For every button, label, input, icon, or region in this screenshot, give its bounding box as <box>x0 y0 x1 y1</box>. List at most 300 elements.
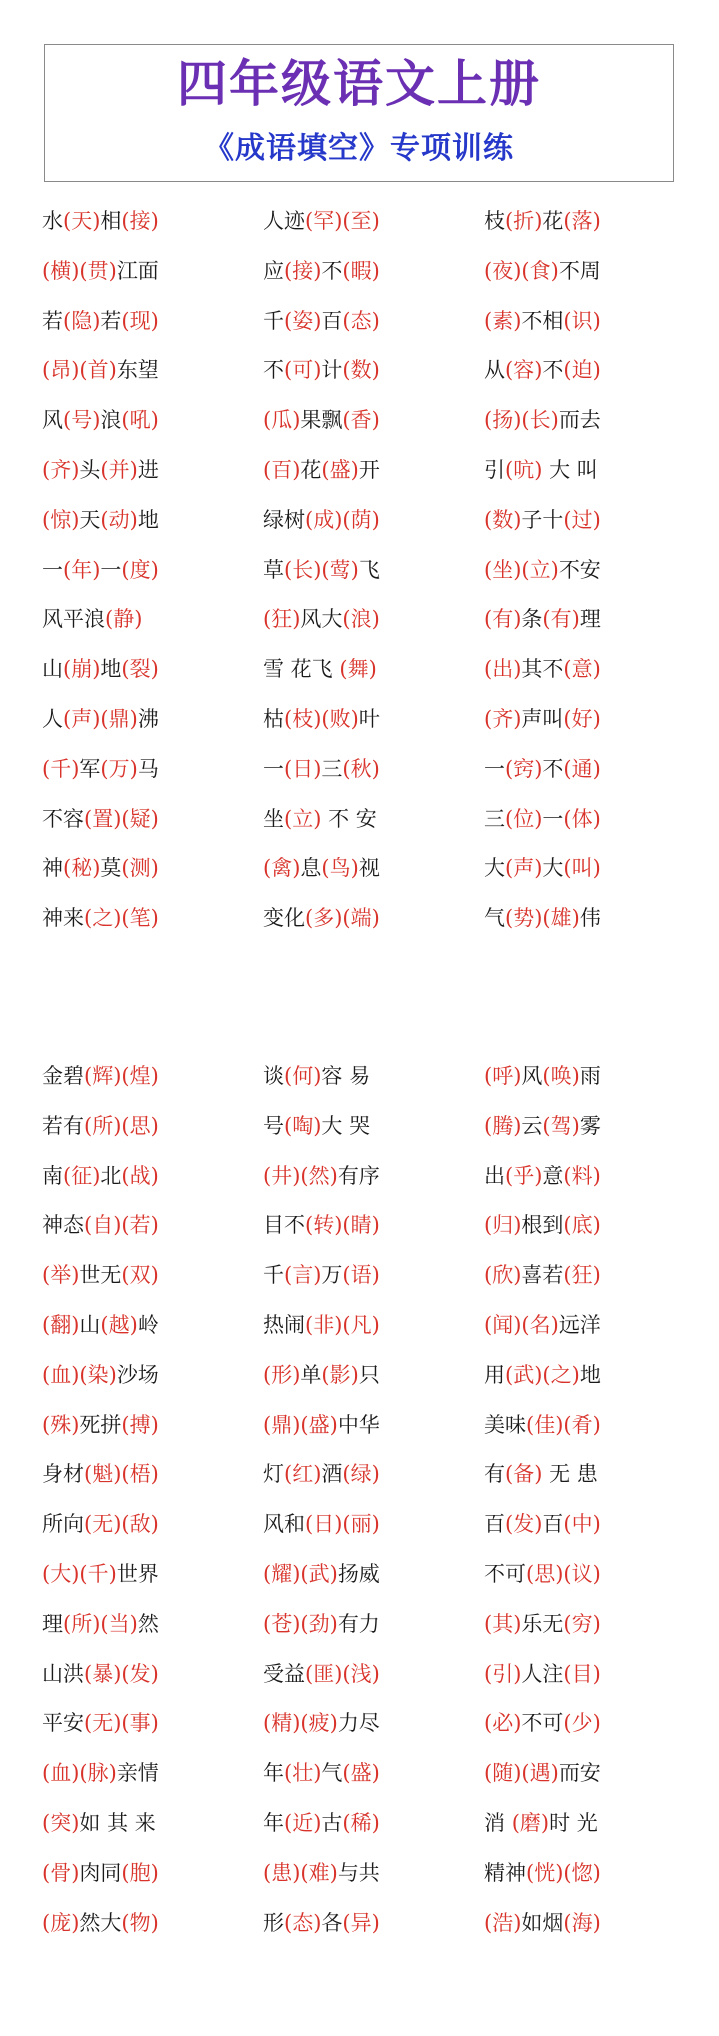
answer-char: 绿 <box>350 1462 372 1487</box>
answer-char: 浅 <box>350 1661 372 1686</box>
answer-char: 凡 <box>350 1312 372 1337</box>
answer-char: 啕 <box>292 1113 314 1138</box>
idiom-cell: (患)(难)与共 <box>263 1860 380 1885</box>
idiom-cell: 神(秘)莫(测) <box>42 856 159 881</box>
answer-char: 态 <box>350 308 372 333</box>
answer-char: 底 <box>571 1213 593 1238</box>
idiom-section-2 <box>0 1052 719 1948</box>
page-subtitle: 《成语填空》专项训练 <box>204 131 514 166</box>
answer-char: 突 <box>50 1810 72 1835</box>
answer-char: 战 <box>129 1163 151 1188</box>
idiom-cell: 若(隐)若(现) <box>42 308 159 333</box>
answer-char: 体 <box>571 806 593 831</box>
idiom-cell: (形)单(影)只 <box>263 1362 380 1387</box>
idiom-cell: (呼)风(唤)雨 <box>484 1064 601 1088</box>
idiom-cell: 所向(无)(敌) <box>42 1512 159 1537</box>
answer-char: 食 <box>529 258 551 283</box>
answer-char: 异 <box>350 1910 372 1935</box>
answer-char: 秋 <box>350 756 372 781</box>
answer-char: 万 <box>108 756 130 781</box>
answer-char: 齐 <box>492 706 514 731</box>
answer-char: 发 <box>129 1661 151 1686</box>
answer-char: 之 <box>92 906 114 931</box>
answer-char: 肴 <box>571 1412 593 1437</box>
idiom-cell: (血)(染)沙场 <box>42 1362 159 1387</box>
answer-char: 鸟 <box>329 856 351 881</box>
answer-char: 暴 <box>92 1661 114 1686</box>
idiom-row <box>0 745 719 795</box>
idiom-cell: (归)根到(底) <box>484 1213 601 1238</box>
idiom-cell: (腾)云(驾)雾 <box>484 1113 601 1138</box>
answer-char: 睛 <box>350 1213 372 1238</box>
answer-char: 乎 <box>513 1163 535 1188</box>
idiom-row <box>0 1351 719 1401</box>
idiom-cell: 变化(多)(端) <box>263 906 380 931</box>
answer-char: 备 <box>513 1462 535 1487</box>
idiom-row <box>0 645 719 695</box>
answer-char: 骨 <box>50 1860 72 1885</box>
answer-char: 日 <box>313 1512 335 1537</box>
answer-char: 首 <box>87 358 109 383</box>
answer-char: 立 <box>292 806 314 831</box>
answer-char: 物 <box>129 1910 151 1935</box>
answer-char: 崩 <box>71 657 93 682</box>
idiom-cell: (鼎)(盛)中华 <box>263 1412 380 1437</box>
answer-char: 佳 <box>534 1412 556 1437</box>
answer-char: 吭 <box>513 457 535 482</box>
idiom-cell: (齐)声叫(好) <box>484 706 601 731</box>
answer-char: 舞 <box>347 657 369 682</box>
answer-char: 疲 <box>308 1711 330 1736</box>
answer-char: 越 <box>108 1312 130 1337</box>
answer-char: 征 <box>71 1163 93 1188</box>
idiom-row <box>0 1301 719 1351</box>
answer-char: 荫 <box>350 507 372 532</box>
answer-char: 近 <box>292 1810 314 1835</box>
answer-char: 海 <box>571 1910 593 1935</box>
answer-char: 翻 <box>50 1312 72 1337</box>
answer-char: 盛 <box>329 457 351 482</box>
idiom-cell: (骨)肉同(胞) <box>42 1860 159 1885</box>
answer-char: 梧 <box>129 1462 151 1487</box>
answer-char: 可 <box>292 358 314 383</box>
idiom-cell: 精神(恍)(惚) <box>484 1860 601 1885</box>
idiom-cell: 消 (磨)时 光 <box>484 1810 598 1835</box>
answer-char: 稀 <box>350 1810 372 1835</box>
answer-char: 并 <box>108 457 130 482</box>
idiom-cell: 一(日)三(秋) <box>263 756 380 781</box>
answer-char: 夜 <box>492 258 514 283</box>
answer-char: 叫 <box>571 856 593 881</box>
answer-char: 转 <box>313 1213 335 1238</box>
answer-char: 横 <box>50 258 72 283</box>
answer-char: 年 <box>71 557 93 582</box>
answer-char: 穷 <box>571 1611 593 1636</box>
answer-char: 有 <box>492 607 514 632</box>
idiom-cell: 枝(折)花(落) <box>484 209 601 233</box>
answer-char: 驾 <box>550 1113 572 1138</box>
answer-char: 血 <box>50 1761 72 1786</box>
answer-char: 号 <box>71 408 93 433</box>
idiom-cell: 年(壮)气(盛) <box>263 1761 380 1786</box>
answer-char: 贯 <box>87 258 109 283</box>
answer-char: 罕 <box>313 209 335 233</box>
answer-char: 之 <box>550 1362 572 1387</box>
idiom-cell: 不容(置)(疑) <box>42 806 159 831</box>
answer-char: 何 <box>292 1064 314 1088</box>
answer-char: 立 <box>529 557 551 582</box>
answer-char: 非 <box>313 1312 335 1337</box>
idiom-cell: 形(态)各(异) <box>263 1910 380 1935</box>
idiom-row <box>0 1401 719 1451</box>
answer-char: 耀 <box>271 1561 293 1586</box>
answer-char: 素 <box>492 308 514 333</box>
idiom-cell: (其)乐无(穷) <box>484 1611 601 1636</box>
answer-char: 莺 <box>329 557 351 582</box>
idiom-cell: (禽)息(鸟)视 <box>263 856 380 881</box>
answer-char: 暇 <box>350 258 372 283</box>
idiom-cell: (素)不相(识) <box>484 308 601 333</box>
answer-char: 目 <box>571 1661 593 1686</box>
idiom-cell: (齐)头(并)进 <box>42 457 159 482</box>
answer-char: 引 <box>492 1661 514 1686</box>
page-title: 四年级语文上册 <box>177 54 541 113</box>
idiom-row <box>0 595 719 645</box>
answer-char: 井 <box>271 1163 293 1188</box>
idiom-cell: 受益(匪)(浅) <box>263 1661 380 1686</box>
answer-char: 迫 <box>571 358 593 383</box>
answer-char: 齐 <box>50 457 72 482</box>
answer-char: 思 <box>534 1561 556 1586</box>
title-box <box>44 44 674 182</box>
idiom-cell: 年(近)古(稀) <box>263 1810 380 1835</box>
answer-char: 现 <box>129 308 151 333</box>
idiom-row <box>0 1201 719 1251</box>
answer-char: 位 <box>513 806 535 831</box>
idiom-cell: (随)(遇)而安 <box>484 1761 601 1786</box>
answer-char: 敌 <box>129 1512 151 1537</box>
idiom-row <box>0 1450 719 1500</box>
answer-char: 无 <box>92 1711 114 1736</box>
idiom-row <box>0 1152 719 1202</box>
answer-char: 举 <box>50 1263 72 1288</box>
idiom-cell: 三(位)一(体) <box>484 806 601 831</box>
idiom-cell: 神来(之)(笔) <box>42 906 159 931</box>
idiom-cell: 千(姿)百(态) <box>263 308 380 333</box>
answer-char: 接 <box>129 209 151 233</box>
idiom-cell: 山(崩)地(裂) <box>42 657 159 682</box>
idiom-row <box>0 844 719 894</box>
idiom-row <box>0 197 719 247</box>
answer-char: 武 <box>308 1561 330 1586</box>
answer-char: 动 <box>108 507 130 532</box>
answer-char: 胞 <box>129 1860 151 1885</box>
idiom-cell: (殊)死拼(搏) <box>42 1412 159 1437</box>
idiom-cell: 人(声)(鼎)沸 <box>42 706 159 731</box>
idiom-row <box>0 496 719 546</box>
answer-char: 测 <box>129 856 151 881</box>
answer-char: 匪 <box>313 1661 335 1686</box>
idiom-row <box>0 1600 719 1650</box>
answer-char: 长 <box>529 408 551 433</box>
idiom-cell: 不(可)计(数) <box>263 358 380 383</box>
answer-char: 丽 <box>350 1512 372 1537</box>
answer-char: 大 <box>50 1561 72 1586</box>
idiom-row <box>0 297 719 347</box>
answer-char: 惊 <box>50 507 72 532</box>
idiom-cell: (狂)风大(浪) <box>263 607 380 632</box>
idiom-cell: (惊)天(动)地 <box>42 507 159 532</box>
idiom-row <box>0 1749 719 1799</box>
answer-char: 唤 <box>550 1064 572 1088</box>
answer-char: 数 <box>350 358 372 383</box>
idiom-cell: 南(征)北(战) <box>42 1163 159 1188</box>
answer-char: 过 <box>571 507 593 532</box>
answer-char: 昂 <box>50 358 72 383</box>
idiom-cell: 有(备) 无 患 <box>484 1462 598 1487</box>
answer-char: 至 <box>350 209 372 233</box>
idiom-row <box>0 446 719 496</box>
answer-char: 魁 <box>92 1462 114 1487</box>
idiom-cell: 平安(无)(事) <box>42 1711 159 1736</box>
idiom-cell: 金碧(辉)(煌) <box>42 1064 159 1088</box>
answer-char: 置 <box>92 806 114 831</box>
answer-char: 数 <box>492 507 514 532</box>
answer-char: 千 <box>87 1561 109 1586</box>
answer-char: 多 <box>313 906 335 931</box>
idiom-row <box>0 1650 719 1700</box>
answer-char: 静 <box>113 607 135 632</box>
idiom-cell: (庞)然大(物) <box>42 1910 159 1935</box>
idiom-cell: 若有(所)(思) <box>42 1113 159 1138</box>
idiom-cell: (浩)如烟(海) <box>484 1910 601 1935</box>
idiom-cell: 理(所)(当)然 <box>42 1611 159 1636</box>
idiom-row <box>0 1052 719 1102</box>
answer-char: 长 <box>292 557 314 582</box>
answer-char: 形 <box>271 1362 293 1387</box>
answer-char: 影 <box>329 1362 351 1387</box>
answer-char: 腾 <box>492 1113 514 1138</box>
idiom-cell: 热闹(非)(凡) <box>263 1312 380 1337</box>
answer-char: 百 <box>271 457 293 482</box>
idiom-cell: 百(发)百(中) <box>484 1512 601 1537</box>
answer-char: 精 <box>271 1711 293 1736</box>
idiom-row <box>0 894 719 944</box>
idiom-cell: (举)世无(双) <box>42 1263 159 1288</box>
answer-char: 鼎 <box>108 706 130 731</box>
answer-char: 鼎 <box>271 1412 293 1437</box>
answer-char: 隐 <box>71 308 93 333</box>
idiom-row <box>0 346 719 396</box>
answer-char: 好 <box>571 706 593 731</box>
idiom-cell: (血)(脉)亲情 <box>42 1761 159 1786</box>
answer-char: 日 <box>292 756 314 781</box>
idiom-section-1 <box>0 197 719 944</box>
idiom-cell: 目不(转)(睛) <box>263 1213 380 1238</box>
answer-char: 患 <box>271 1860 293 1885</box>
answer-char: 所 <box>92 1113 114 1138</box>
idiom-cell: 千(言)万(语) <box>263 1263 380 1288</box>
idiom-row <box>0 546 719 596</box>
idiom-cell: 气(势)(雄)伟 <box>484 906 601 931</box>
answer-char: 双 <box>129 1263 151 1288</box>
answer-char: 声 <box>71 706 93 731</box>
answer-char: 闻 <box>492 1312 514 1337</box>
idiom-row <box>0 1849 719 1899</box>
idiom-cell: 身材(魁)(梧) <box>42 1462 159 1487</box>
answer-char: 有 <box>550 607 572 632</box>
idiom-cell: 雪 花飞 (舞) <box>263 657 377 682</box>
answer-char: 自 <box>92 1213 114 1238</box>
answer-char: 声 <box>513 856 535 881</box>
idiom-row <box>0 1500 719 1550</box>
answer-char: 庞 <box>50 1910 72 1935</box>
answer-char: 笔 <box>129 906 151 931</box>
idiom-cell: 绿树(成)(荫) <box>263 507 380 532</box>
answer-char: 香 <box>350 408 372 433</box>
answer-char: 坐 <box>492 557 514 582</box>
idiom-cell: (有)条(有)理 <box>484 607 601 632</box>
answer-char: 窍 <box>513 756 535 781</box>
idiom-cell: (翻)山(越)岭 <box>42 1312 159 1337</box>
idiom-cell: (耀)(武)扬威 <box>263 1561 380 1586</box>
idiom-cell: 人迹(罕)(至) <box>263 209 380 233</box>
answer-char: 败 <box>329 706 351 731</box>
answer-char: 惚 <box>571 1860 593 1885</box>
answer-char: 恍 <box>534 1860 556 1885</box>
idiom-cell: (苍)(劲)有力 <box>263 1611 380 1636</box>
idiom-cell: 草(长)(莺)飞 <box>263 557 380 582</box>
idiom-row <box>0 695 719 745</box>
answer-char: 浩 <box>492 1910 514 1935</box>
idiom-row <box>0 1699 719 1749</box>
answer-char: 辉 <box>92 1064 114 1088</box>
idiom-cell: 风和(日)(丽) <box>263 1512 380 1537</box>
idiom-cell: (横)(贯)江面 <box>42 258 159 283</box>
answer-char: 武 <box>513 1362 535 1387</box>
idiom-cell: 神态(自)(若) <box>42 1213 159 1238</box>
answer-char: 禽 <box>271 856 293 881</box>
answer-char: 端 <box>350 906 372 931</box>
idiom-cell: 灯(红)酒(绿) <box>263 1462 380 1487</box>
answer-char: 血 <box>50 1362 72 1387</box>
idiom-cell: 出(乎)意(料) <box>484 1163 601 1188</box>
idiom-cell: (扬)(长)而去 <box>484 408 601 433</box>
answer-char: 所 <box>71 1611 93 1636</box>
answer-char: 浪 <box>350 607 372 632</box>
answer-char: 搏 <box>129 1412 151 1437</box>
answer-char: 秘 <box>71 856 93 881</box>
answer-char: 随 <box>492 1761 514 1786</box>
idiom-cell: 枯(枝)(败)叶 <box>263 706 380 731</box>
answer-char: 扬 <box>492 408 514 433</box>
answer-char: 裂 <box>129 657 151 682</box>
answer-char: 其 <box>492 1611 514 1636</box>
idiom-cell: (突)如 其 来 <box>42 1810 156 1835</box>
idiom-row <box>0 1102 719 1152</box>
idiom-cell: (昂)(首)东望 <box>42 358 159 383</box>
answer-char: 姿 <box>292 308 314 333</box>
answer-char: 千 <box>50 756 72 781</box>
answer-char: 中 <box>571 1512 593 1537</box>
idiom-row <box>0 1550 719 1600</box>
answer-char: 发 <box>513 1512 535 1537</box>
answer-char: 若 <box>129 1213 151 1238</box>
idiom-cell: 号(啕)大 哭 <box>263 1113 371 1138</box>
answer-char: 瓜 <box>271 408 293 433</box>
answer-char: 语 <box>350 1263 372 1288</box>
answer-char: 名 <box>529 1312 551 1337</box>
answer-char: 意 <box>571 657 593 682</box>
answer-char: 落 <box>571 209 593 233</box>
answer-char: 出 <box>492 657 514 682</box>
answer-char: 欣 <box>492 1263 514 1288</box>
idiom-cell: 大(声)大(叫) <box>484 856 601 881</box>
answer-char: 枝 <box>292 706 314 731</box>
idiom-cell: (瓜)果飘(香) <box>263 408 380 433</box>
idiom-row <box>0 396 719 446</box>
answer-char: 通 <box>571 756 593 781</box>
idiom-row <box>0 1251 719 1301</box>
idiom-cell: (精)(疲)力尽 <box>263 1711 380 1736</box>
answer-char: 容 <box>513 358 535 383</box>
answer-char: 料 <box>571 1163 593 1188</box>
idiom-cell: (百)花(盛)开 <box>263 457 380 482</box>
idiom-cell: (千)军(万)马 <box>42 756 159 781</box>
answer-char: 狂 <box>571 1263 593 1288</box>
answer-char: 天 <box>71 209 93 233</box>
answer-char: 遇 <box>529 1761 551 1786</box>
answer-char: 狂 <box>271 607 293 632</box>
idiom-cell: 一(窍)不(通) <box>484 756 601 781</box>
idiom-cell: 用(武)(之)地 <box>484 1362 601 1387</box>
answer-char: 呼 <box>492 1064 514 1088</box>
idiom-cell: (坐)(立)不安 <box>484 557 601 582</box>
idiom-cell: 应(接)不(暇) <box>263 258 380 283</box>
answer-char: 红 <box>292 1462 314 1487</box>
answer-char: 吼 <box>129 408 151 433</box>
answer-char: 脉 <box>87 1761 109 1786</box>
idiom-cell: 谈(何)容 易 <box>263 1064 371 1088</box>
answer-char: 折 <box>513 209 535 233</box>
idiom-cell: 引(吭) 大 叫 <box>484 457 598 482</box>
idiom-cell: (井)(然)有序 <box>263 1163 380 1188</box>
answer-char: 雄 <box>550 906 572 931</box>
answer-char: 归 <box>492 1213 514 1238</box>
idiom-cell: (大)(千)世界 <box>42 1561 159 1586</box>
answer-char: 势 <box>513 906 535 931</box>
idiom-cell: 风平浪(静) <box>42 607 143 632</box>
idiom-cell: (数)子十(过) <box>484 507 601 532</box>
idiom-cell: 水(天)相(接) <box>42 209 159 233</box>
idiom-cell: 坐(立) 不 安 <box>263 806 377 831</box>
answer-char: 言 <box>292 1263 314 1288</box>
answer-char: 事 <box>129 1711 151 1736</box>
answer-char: 磨 <box>519 1810 541 1835</box>
idiom-cell: (闻)(名)远洋 <box>484 1312 601 1337</box>
idiom-cell: (引)人注(目) <box>484 1661 601 1686</box>
answer-char: 接 <box>292 258 314 283</box>
answer-char: 然 <box>308 1163 330 1188</box>
answer-char: 疑 <box>129 806 151 831</box>
idiom-cell: 不可(思)(议) <box>484 1561 601 1586</box>
idiom-cell: 风(号)浪(吼) <box>42 408 159 433</box>
answer-char: 成 <box>313 507 335 532</box>
answer-char: 难 <box>308 1860 330 1885</box>
answer-char: 无 <box>92 1512 114 1537</box>
idiom-row <box>0 247 719 297</box>
idiom-cell: 从(容)不(迫) <box>484 358 601 383</box>
